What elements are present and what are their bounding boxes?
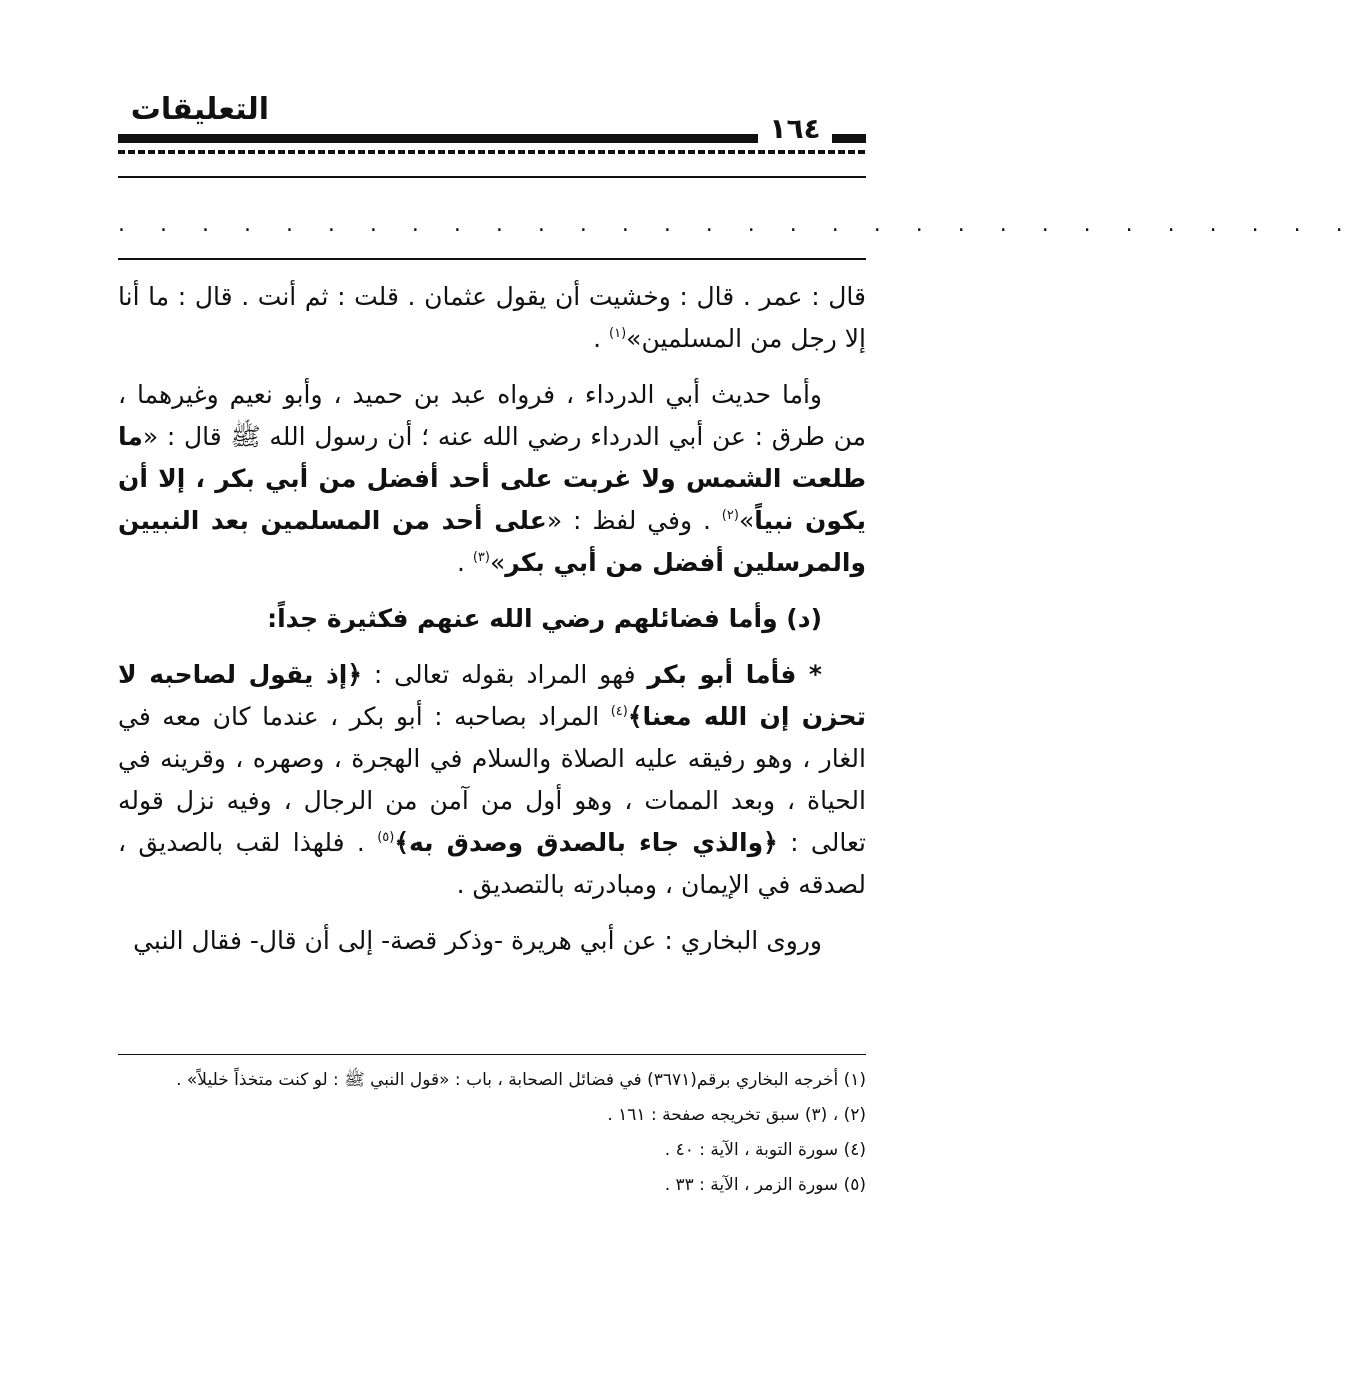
- running-header-title: التعليقات: [130, 92, 269, 127]
- separator-rule-bottom: [118, 258, 866, 260]
- page-number: ١٦٤: [758, 112, 832, 145]
- footnote-3: (٤) سورة التوبة ، الآية : ٤٠ .: [664, 1140, 866, 1160]
- separator-dots: . . . . . . . . . . . . . . . . . . . . . . . . . . . . . .: [118, 212, 1357, 237]
- footnote-ref-1: (١): [609, 326, 627, 341]
- footnotes: [118, 1064, 866, 1204]
- paragraph-2: وأما حديث أبي الدرداء ، فرواه عبد بن حميد ، وأبو نعيم وغيرهما ، من طرق : عن أبي الدرداء رضي الله عنه ؛ أن رسول الله ﷺ قال : «ما طلعت الشمس ولا غربت على أحد أفضل من أبي بكر ، إلا أن يكون نبياً»$^{(٢)}$ . وفي لفظ : «على أحد من المسلمين بعد النبيين والمرسلين أفضل من أبي بكر»$^{(٣)}$ .: [118, 380, 866, 577]
- footnote-ref-5: (٥): [377, 830, 395, 845]
- paragraph-1: قال : عمر . قال : وخشيت أن يقول عثمان . قلت : ثم أنت . قال : ما أنا إلا رجل من المسلمين»$^{(١)}$ .: [118, 282, 866, 353]
- footnote-rule: [118, 1054, 866, 1055]
- header-rule-dashed: [118, 150, 866, 154]
- section-heading: (د) وأما فضائلهم رضي الله عنهم فكثيرة جداً:: [267, 604, 822, 633]
- footnote-ref-3: (٣): [472, 550, 490, 565]
- footnote-ref-4: (٤): [610, 704, 628, 719]
- separator-rule-top: [118, 176, 866, 178]
- paragraph-3: * فأما أبو بكر فهو المراد بقوله تعالى : ﴿إذ يقول لصاحبه لا تحزن إن الله معنا﴾$^{(٤)}$ المراد بصاحبه : أبو بكر ، عندما كان معه في الغار ، وهو رفيقه عليه الصلاة والسلام في الهجرة ، وصهره ، وقرينه في الحياة ، وبعد الممات ، وهو أول من آمن من الرجال ، وفيه نزل قوله تعالى : ﴿والذي جاء بالصدق وصدق به﴾$^{(٥)}$ . فلهذا لقب بالصديق ، لصدقه في الإيمان ، ومبادرته بالتصديق .: [118, 660, 866, 899]
- footnote-1: (١) أخرجه البخاري برقم(٣٦٧١) في فضائل الصحابة ، باب : «قول النبي ﷺ : لو كنت متخذاً خليلاً» .: [176, 1070, 866, 1090]
- body-text: [118, 276, 866, 976]
- paragraph-4: وروى البخاري : عن أبي هريرة -وذكر قصة- إلى أن قال- فقال النبي: [133, 926, 822, 955]
- header-rule-thick-right: [826, 134, 866, 143]
- footnote-4: (٥) سورة الزمر ، الآية : ٣٣ .: [664, 1175, 866, 1195]
- header-rule-thick: [118, 134, 760, 143]
- footnote-2: (٢) ، (٣) سبق تخريجه صفحة : ١٦١ .: [607, 1105, 866, 1125]
- footnote-ref-2: (٢): [721, 508, 739, 523]
